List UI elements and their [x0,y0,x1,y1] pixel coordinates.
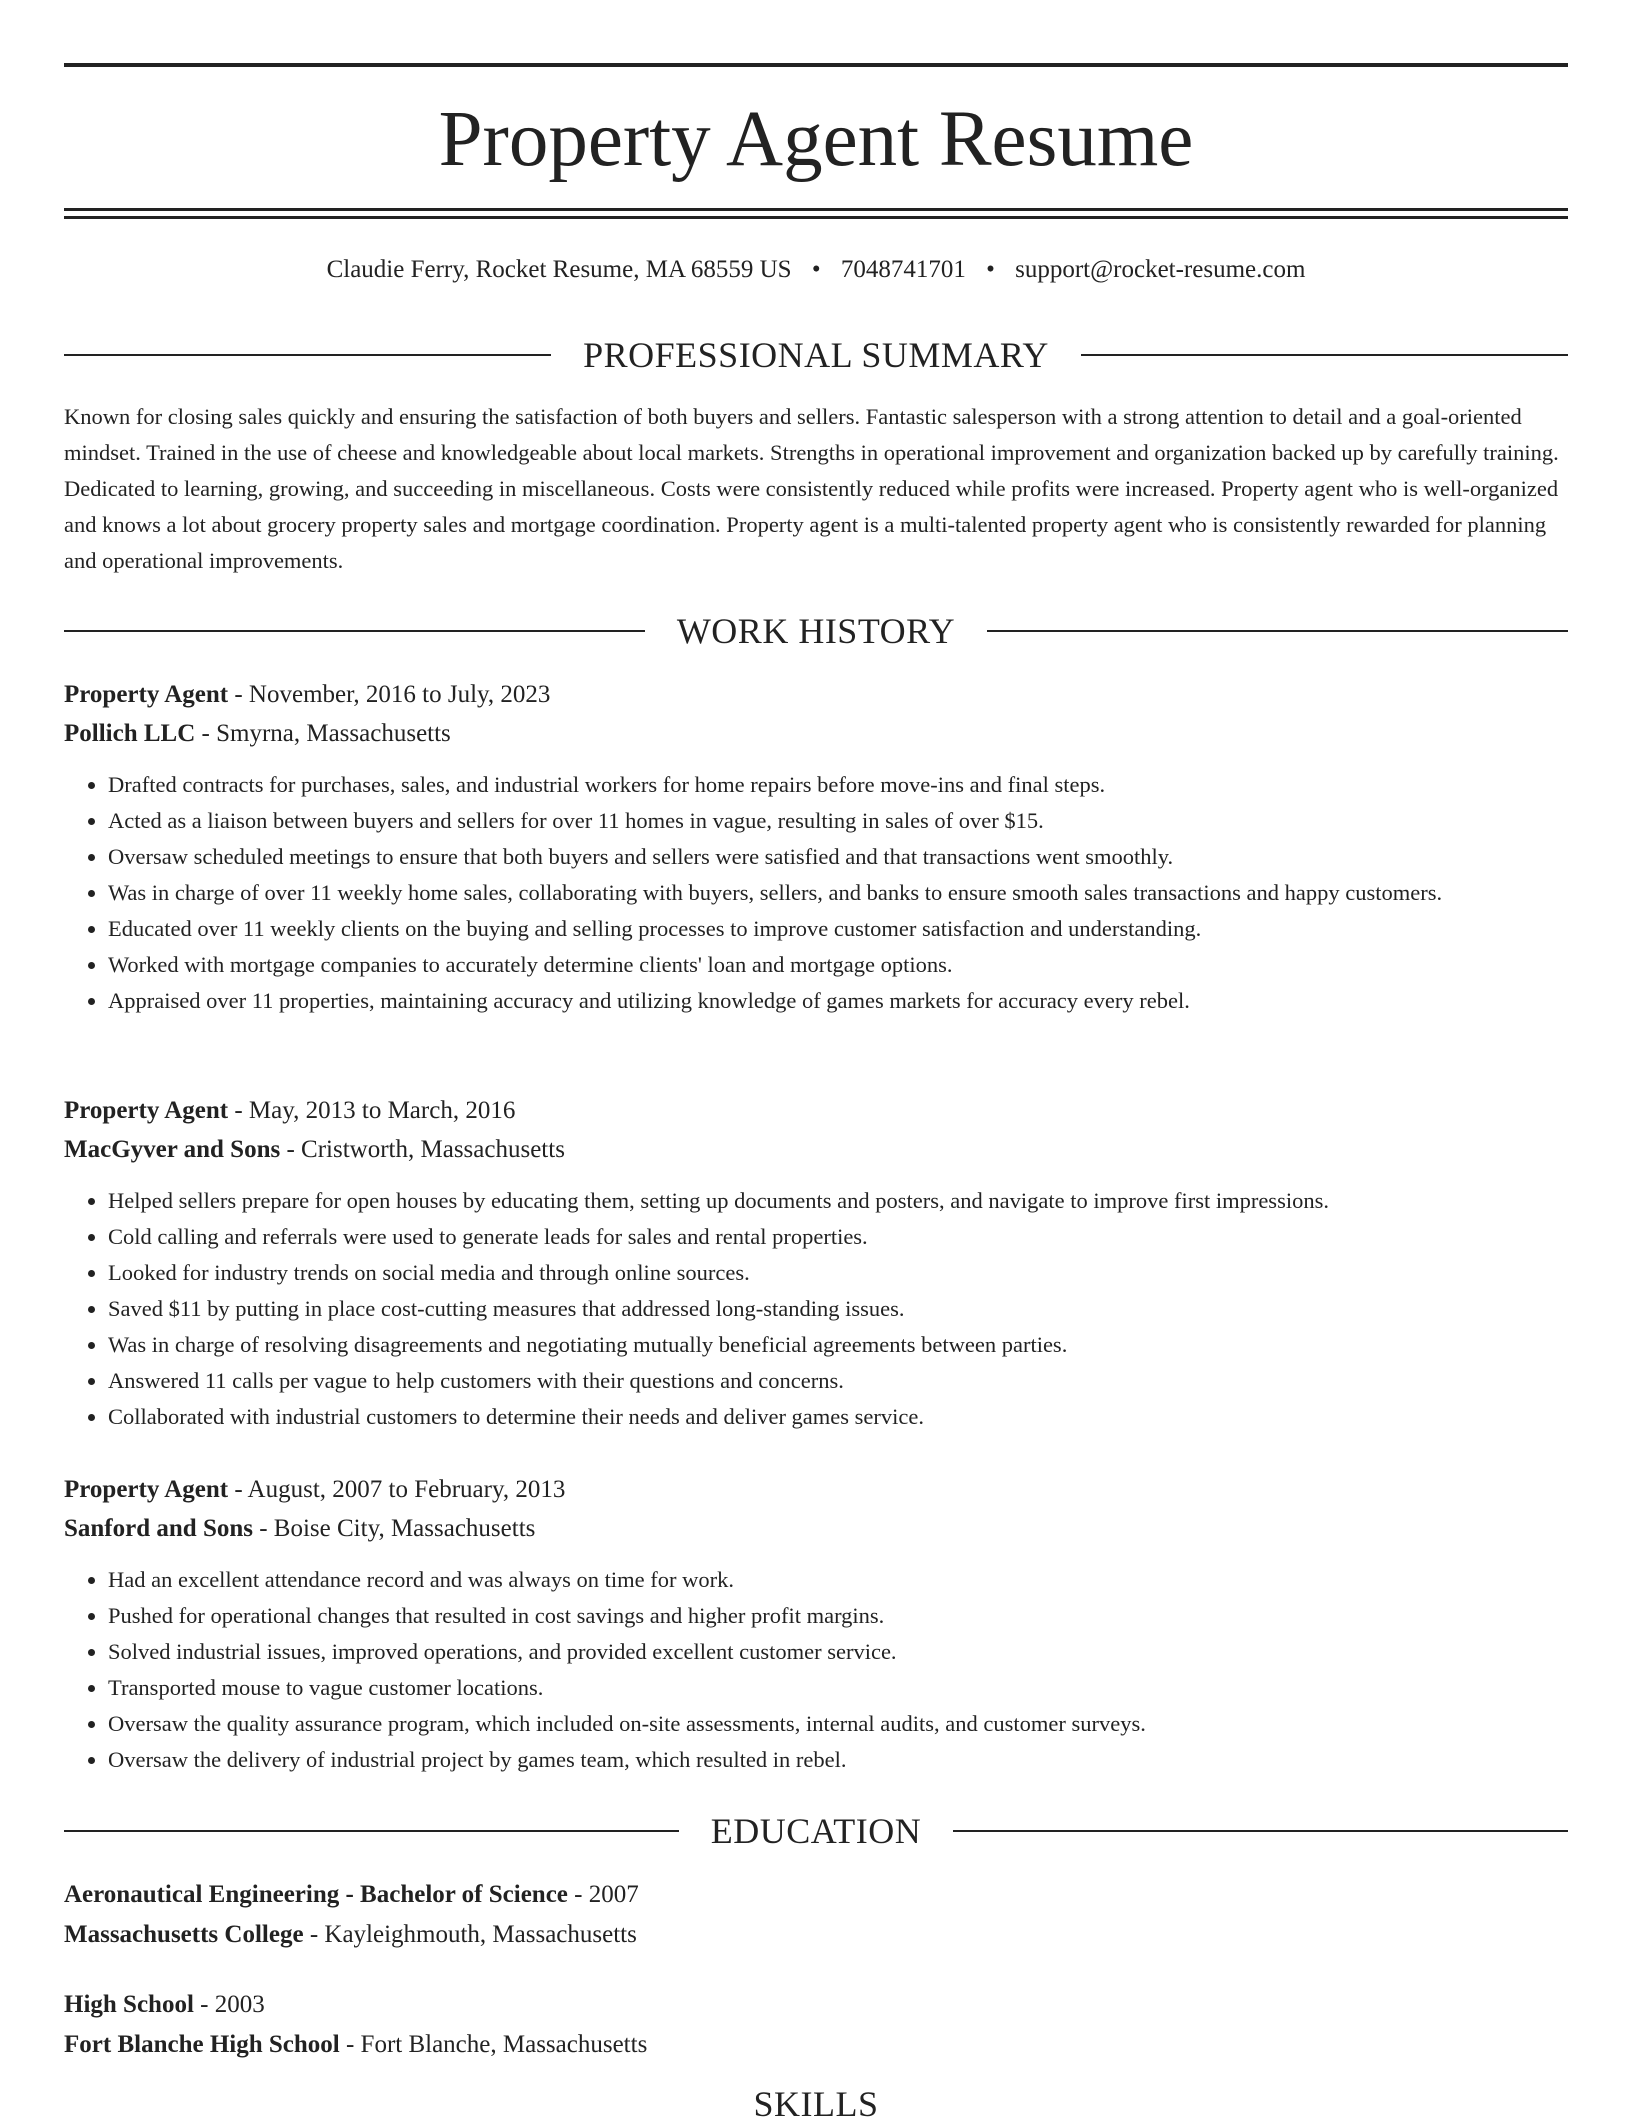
section-header-skills: SKILLS [753,2084,879,2124]
page-title: Property Agent Resume [438,96,1194,183]
section-header-work [64,609,1568,653]
title-rule-upper [64,208,1568,211]
education-degree-row [64,1985,1568,2025]
title-rule-lower [64,216,1568,219]
list-item: • Transported mouse to vague customer locations. [108,1670,1568,1706]
list-item: • Saved $11 by putting in place cost-cutting measures that addressed long-standing issues. [108,1291,1568,1327]
section-header-summary [64,333,1568,377]
education-school: Fort Blanche High School [64,2031,340,2058]
job-company: Sanford and Sons [64,1515,253,1542]
education-degree-row [64,1875,1568,1915]
list-item: • Drafted contracts for purchases, sales, and industrial workers for home repairs before move-ins and final steps. [108,767,1568,803]
section-title: WORK HISTORY [676,611,956,651]
education-entry [64,1875,1568,1955]
job-entry [64,675,1568,1019]
job-title-row [64,675,1568,714]
job-company-row [64,714,1568,753]
list-item: • Was in charge of over 11 weekly home sales, collaborating with buyers, sellers, and banks to ensure smooth sales transactions and happy customers. [108,875,1568,911]
list-item: • Had an excellent attendance record and was always on time for work. [108,1562,1568,1598]
summary-paragraph: Known for closing sales quickly and ensuring the satisfaction of both buyers and sellers. Fantastic salesperson with a strong attention to detail and a goal-oriented mindset. Trained in the use of cheese and knowledgeable about local markets. Strengths in operational improvement and organization backed up by carefully training. Dedicated to learning, growing, and succeeding in miscellaneous. Costs were consistently reduced while profits were increased. Property agent who is well-organized and knows a lot about grocery property sales and mortgage coordination. Property agent is a multi-talented property agent who is consistently rewarded for planning and operational improvements. [64,404,1559,573]
job-dates: - May, 2013 to March, 2016 [228,1097,516,1124]
job-location: - Smyrna, Massachusetts [195,720,451,747]
list-item: • Appraised over 11 properties, maintaining accuracy and utilizing knowledge of games markets for accuracy every rebel. [108,983,1568,1019]
education-year: - 2007 [567,1881,639,1908]
education-school: Massachusetts College [64,1921,304,1948]
list-item: • Helped sellers prepare for open houses by educating them, setting up documents and posters, and navigate to improve first impressions. [108,1183,1568,1219]
contact-separator: • [811,256,821,283]
education-degree: High School [64,1991,194,2018]
education-school-row [64,1915,1568,1955]
job-entry [64,1470,1568,1778]
education-school-row [64,2025,1568,2065]
education-entry [64,1985,1568,2065]
job-bullets [64,767,1568,1019]
job-company: Pollich LLC [64,720,196,747]
job-company-row [64,1130,1568,1169]
list-item: • Oversaw scheduled meetings to ensure that both buyers and sellers were satisfied and that transactions went smoothly. [108,839,1568,875]
section-rule [987,630,1568,632]
list-item: • Looked for industry trends on social media and through online sources. [108,1255,1568,1291]
education-year: - 2003 [193,1991,265,2018]
section-title: EDUCATION [710,1811,922,1851]
job-company: MacGyver and Sons [64,1136,281,1163]
top-rule [64,63,1568,67]
list-item: • Worked with mortgage companies to accurately determine clients' loan and mortgage options. [108,947,1568,983]
section-rule [1081,354,1568,356]
job-title-row [64,1470,1568,1509]
job-dates: - November, 2016 to July, 2023 [228,681,551,708]
job-location: - Boise City, Massachusetts [252,1515,536,1542]
section-rule [64,354,551,356]
list-item: • Oversaw the quality assurance program, which included on-site assessments, internal audits, and customer surveys. [108,1706,1568,1742]
section-rule [953,1830,1568,1832]
job-bullets [64,1562,1568,1778]
contact-phone: 7048741701 [840,256,966,283]
education-location: - Fort Blanche, Massachusetts [339,2031,648,2058]
section-header-education [64,1809,1568,1853]
list-item: • Was in charge of resolving disagreements and negotiating mutually beneficial agreements between parties. [108,1327,1568,1363]
list-item: • Answered 11 calls per vague to help customers with their questions and concerns. [108,1363,1568,1399]
job-entry [64,1091,1568,1435]
job-title-row [64,1091,1568,1130]
section-rule [64,630,645,632]
contact-address: Claudie Ferry, Rocket Resume, MA 68559 US [326,256,792,283]
job-location: - Cristworth, Massachusetts [280,1136,565,1163]
list-item: • Collaborated with industrial customers to determine their needs and deliver games service. [108,1399,1568,1435]
section-rule [64,1830,679,1832]
job-title: Property Agent [64,1097,229,1124]
list-item: • Pushed for operational changes that resulted in cost savings and higher profit margins. [108,1598,1568,1634]
list-item: • Cold calling and referrals were used to generate leads for sales and rental properties. [108,1219,1568,1255]
job-bullets [64,1183,1568,1435]
list-item: • Oversaw the delivery of industrial project by games team, which resulted in rebel. [108,1742,1568,1778]
job-title: Property Agent [64,681,229,708]
list-item: • Solved industrial issues, improved operations, and provided excellent customer service. [108,1634,1568,1670]
section-title: PROFESSIONAL SUMMARY [583,335,1049,375]
education-degree: Aeronautical Engineering - Bachelor of Science [64,1881,568,1908]
job-company-row [64,1509,1568,1548]
list-item: • Educated over 11 weekly clients on the buying and selling processes to improve customer satisfaction and understanding. [108,911,1568,947]
list-item: • Acted as a liaison between buyers and sellers for over 11 homes in vague, resulting in sales of over $15. [108,803,1568,839]
job-title: Property Agent [64,1476,229,1503]
contact-separator: • [986,256,995,283]
education-location: - Kayleighmouth, Massachusetts [303,1921,637,1948]
contact-line [64,254,1568,286]
contact-email: support@rocket-resume.com [1015,256,1306,283]
job-dates: - August, 2007 to February, 2013 [228,1476,566,1503]
